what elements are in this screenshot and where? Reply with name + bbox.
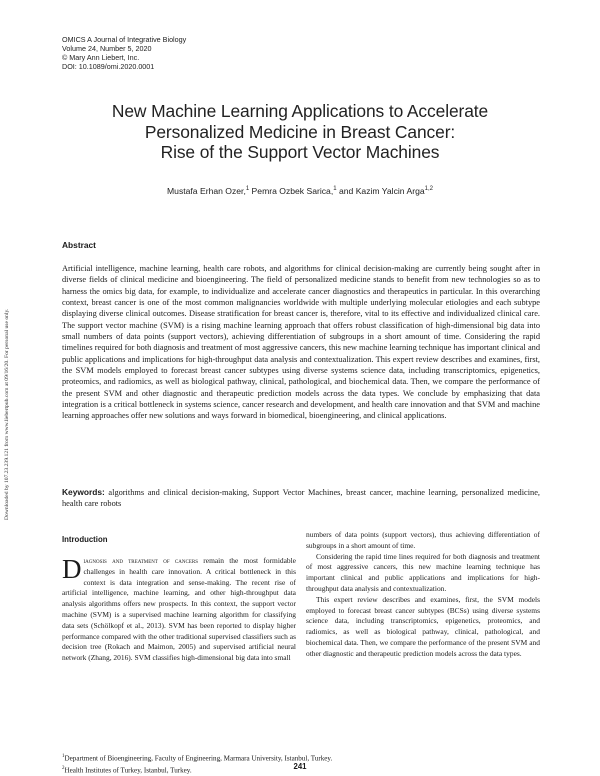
- footnote-2-mark: 2: [62, 765, 65, 771]
- author-2-affil: 1: [333, 186, 337, 193]
- footnote-1-mark: 1: [62, 754, 65, 759]
- abstract-heading: Abstract: [62, 240, 96, 250]
- author-2: Pemra Ozbek Sarica,: [249, 186, 334, 196]
- author-list: [60, 186, 540, 196]
- intro-paragraph-2: Considering the rapid time lines required for both diagnosis and treatment of most aggressive cancers, this new machine learning technique has important clinical and public applications and implications for high-throughput data analysis and contextualization.: [306, 551, 540, 593]
- journal-info: [62, 35, 186, 71]
- footnote-2-text: Health Institutes of Turkey, Istanbul, Turkey.: [64, 766, 192, 775]
- abstract-text: Artificial intelligence, machine learning, health care robots, and algorithms for clinical decision-making are currently being sought after in diverse fields of clinical medicine and bioengineering. The field of personalized medicine stands to benefit from new technologies so as to harness the omics big data, for example, to individualize and accelerate cancer diagnostics and therapeutics in particular. In this overarching context, breast cancer is one of the most common malignancies worldwide with multiple underlying molecular etiologies and each subtype displaying diverse clinical outcomes. Disease stratification for breast cancer is, therefore, vital to its effective and individualized clinical care. The support vector machine (SVM) is a rising machine learning approach that offers robust classification of high-dimensional big data into small numbers of data points (support vectors), achieving differentiation of subgroups in a short amount of time. Considering the rapid timelines required for both diagnosis and treatment of most aggressive cancers, this new machine learning technique has important clinical and public applications and implications for high-throughput data analysis and contextualization. This expert review describes and examines, first, the SVM models employed to forecast breast cancer subtypes using diverse systems science data, including transcriptomics, epigenetics, proteomics, and radiomics, as well as biological pathway, clinical, pathological, and biochemical data. Then, we compare the performance of the present SVM and other diagnostic and therapeutic prediction models across the data types. We conclude by emphasizing that data integration is a critical bottleneck in systems science, cancer research and development, and health care innovation and that SVM and machine learning approaches offer new solutions and ways forward in biomedical, bioengineering, and clinical applications.: [62, 264, 540, 421]
- introduction-heading: Introduction: [62, 535, 108, 544]
- dropcap: D: [62, 554, 82, 584]
- intro-p1-continued: numbers of data points (support vectors), thus achieving differentiation of subgroups in a short amount of time.: [306, 530, 540, 550]
- journal-volume: Volume 24, Number 5, 2020: [62, 44, 152, 53]
- author-1: Mustafa Erhan Ozer,: [167, 186, 246, 196]
- intro-paragraph-3: This expert review describes and examines, first, the SVM models employed to forecast breast cancer subtypes (BCSs) using diverse systems science data, including transcriptomics, epigenetics, proteomics, and radiomics, as well as biological pathway, clinical, pathological, and biochemical data. Then, we compare the performance of the present SVM and other diagnostic and therapeutic prediction models across the data types.: [306, 594, 540, 658]
- intro-paragraph-1: [62, 556, 296, 664]
- intro-lead: iagnosis and treatment of cancers: [83, 556, 198, 565]
- article-title: [60, 101, 540, 163]
- title-line-1: New Machine Learning Applications to Accelerate: [111, 101, 489, 121]
- journal-doi[interactable]: DOI: 10.1089/omi.2020.0001: [62, 62, 155, 71]
- intro-column-left: [62, 556, 296, 664]
- footnote-1-text: Department of Bioengineering, Faculty of Engineering, Marmara University, Istanbul, Turkey.: [64, 754, 333, 763]
- author-3: and Kazim Yalcin Arga: [336, 186, 425, 196]
- page-number: 241: [293, 762, 307, 771]
- keywords-label: Keywords:: [62, 487, 105, 497]
- author-1-affil: 1: [245, 186, 250, 193]
- journal-name: OMICS A Journal of Integrative Biology: [62, 35, 187, 44]
- keywords: [62, 487, 540, 510]
- intro-column-right: [306, 530, 540, 660]
- author-3-affil: 1,2: [424, 186, 433, 193]
- title-line-3: Rise of the Support Vector Machines: [160, 142, 440, 162]
- title-line-2: Personalized Medicine in Breast Cancer:: [144, 121, 456, 142]
- keywords-text: algorithms and clinical decision-making, Support Vector Machines, breast cancer, machine learning, personalized medicine, health care robots: [62, 488, 540, 509]
- download-watermark: Downloaded by 107.23.239.121 from www.liebertpub.com at 09/16/20. For personal use only.: [4, 308, 10, 520]
- intro-p1-text: remain the most formidable challenges in health care innovation. A critical bottleneck in this context is data integration and sense-making. The recent rise of artificial intelligence, machine learning, and other high-throughput data analysis algorithms offers new prospects. In this context, the support vector machine (SVM) is a supervised machine learning algorithm for classifying data sets (Schölkopf et al., 2013). SVM has been reported to display higher performance compared with the other traditional supervised classifiers such as decision tree (Rokach and Maimon, 2005) and supervised artificial neural network (Zhang, 2016). SVM classifies high-dimensional big data into small: [62, 556, 296, 663]
- journal-copyright: © Mary Ann Liebert, Inc.: [62, 53, 140, 62]
- abstract-body: [62, 263, 540, 422]
